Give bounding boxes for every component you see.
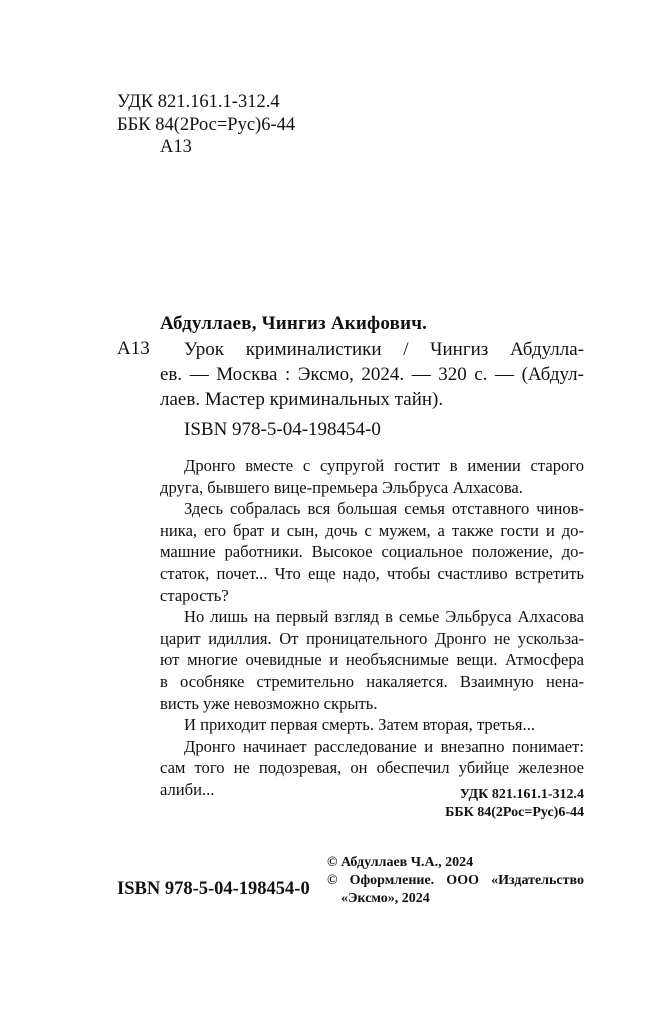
annotation-line: старость?: [160, 585, 229, 605]
footer-udk-code: УДК 821.161.1-312.4: [459, 787, 584, 802]
footer-bbk-code: ББК 84(2Рос=Рус)6-44: [445, 805, 584, 820]
annotation-line: царит идиллия. От проницательного Дронго не ускольза-: [160, 628, 584, 648]
record-author: Абдуллаев, Чингиз Акифович.: [160, 313, 428, 334]
udk-code: УДК 821.161.1-312.4: [117, 92, 280, 112]
annotation-line: алиби...: [160, 779, 215, 799]
annotation-line: ника, его брат и сын, дочь с мужем, а также гости и до-: [160, 520, 584, 540]
annotation-line: висть уже невозможно скрыть.: [160, 693, 378, 713]
record-author-sign: А13: [117, 338, 150, 359]
annotation-line: ют многие очевидные и необъяснимые вещи. Атмосфера: [160, 650, 584, 670]
copyright-line: © Абдуллаев Ч.А., 2024: [327, 855, 474, 870]
description-line: ев. — Москва : Эксмо, 2024. — 320 с. — (Абдул-: [160, 364, 584, 385]
record-isbn: ISBN 978-5-04-198454-0: [184, 419, 381, 440]
annotation-line: статок, почет... Что еще надо, чтобы счастливо встретить: [160, 563, 584, 583]
copyright-line: © Оформление. ООО «Издательство: [327, 873, 584, 888]
annotation-line: друга, бывшего вице-премьера Эльбруса Алхасова.: [160, 477, 523, 497]
footer-isbn: ISBN 978-5-04-198454-0: [117, 879, 310, 899]
description-line: лаев. Мастер криминальных тайн).: [160, 389, 444, 410]
annotation: [160, 455, 584, 801]
annotation-line: Здесь собралась вся большая семья отставного чинов-: [184, 499, 584, 519]
bbk-code: ББК 84(2Рос=Рус)6-44: [117, 115, 296, 135]
annotation-line: Но лишь на первый взгляд в семье Эльбруса Алхасова: [184, 607, 584, 627]
description-line: Урок криминалистики / Чингиз Абдулла-: [184, 339, 584, 360]
copyright-line: «Эксмо», 2024: [341, 891, 430, 906]
annotation-line: в особняке стремительно накаляется. Взаимную нена-: [160, 671, 584, 691]
bibliographic-description: [160, 337, 584, 412]
annotation-line: Дронго вместе с супругой гостит в имении старого: [184, 456, 584, 475]
copyright-block: [327, 854, 584, 908]
annotation-line: И приходит первая смерть. Затем вторая, третья...: [184, 715, 535, 735]
annotation-line: машние работники. Высокое социальное положение, до-: [160, 542, 584, 562]
annotation-line: Дронго начинает расследование и внезапно понимает:: [184, 736, 584, 756]
annotation-line: сам того не подозревая, он обеспечил убийце железное: [160, 758, 584, 778]
author-sign: А13: [160, 137, 192, 157]
